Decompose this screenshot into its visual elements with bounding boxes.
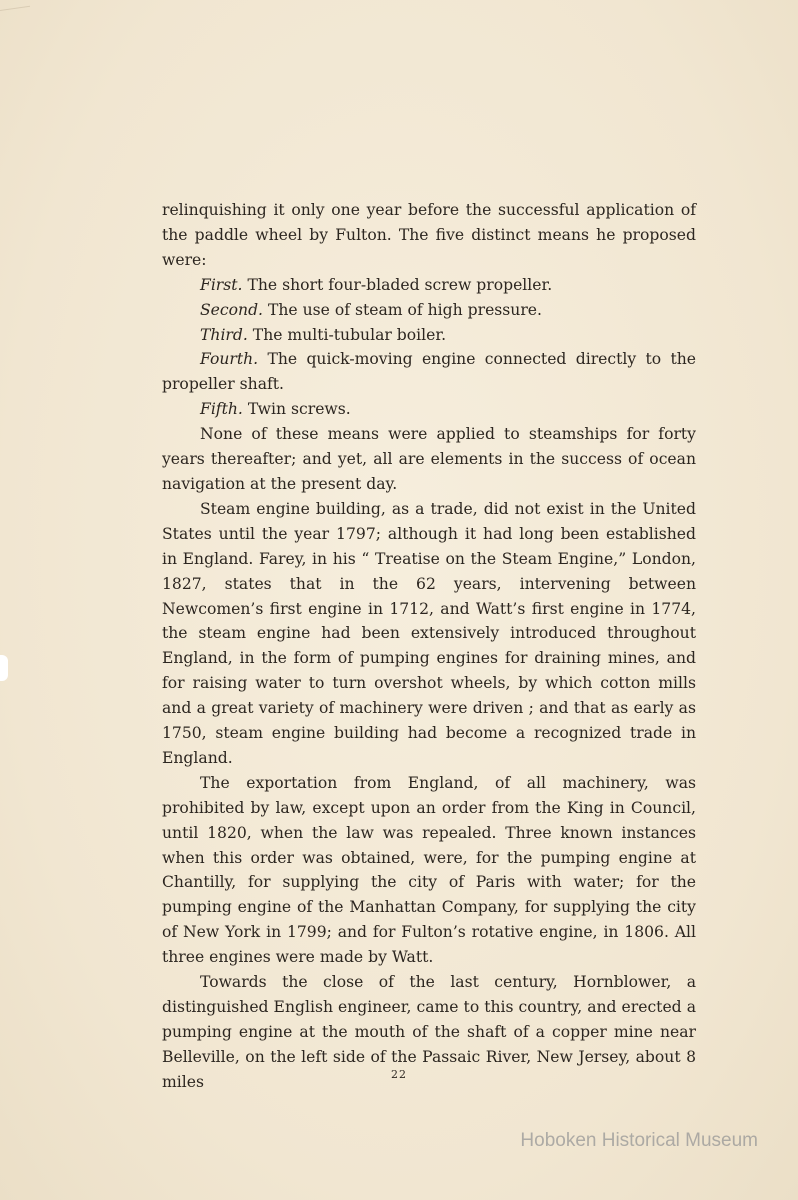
paragraph-text: The quick-moving engine connected directly to the propeller shaft. <box>162 350 696 394</box>
paragraph-none-applied <box>162 422 696 497</box>
paragraph-fifth-means <box>162 397 696 422</box>
list-label: Third. <box>200 325 248 344</box>
paragraph-text: relinquishing it only one year before the successful application of the paddle wheel by Fulton. The five distinct means he proposed were: <box>162 201 696 269</box>
paragraph-text: The short four-bladed screw propeller. <box>247 275 553 294</box>
paragraph-text: The use of steam of high pressure. <box>267 300 542 319</box>
museum-watermark: Hoboken Historical Museum <box>520 1130 758 1151</box>
body-text <box>162 198 696 1095</box>
paragraph-intro <box>162 198 696 273</box>
paragraph-text: Twin screws. <box>247 400 351 419</box>
page-number: 22 <box>391 1068 407 1081</box>
page-edge-notch <box>0 655 8 681</box>
paragraph-text: Towards the close of the last century, Hornblower, a distinguished English engineer, came to this country, and erected a pumping engine at the mouth of the shaft of a copper mine near Belleville, on the left side of the Passaic River, New Jersey, about 8 miles <box>162 973 696 1091</box>
list-label: Second. <box>200 300 264 319</box>
paragraph-second-means <box>162 298 696 323</box>
paragraph-third-means <box>162 323 696 348</box>
paragraph-text: The multi-tubular boiler. <box>252 325 447 344</box>
paragraph-first-means <box>162 273 696 298</box>
paragraph-steam-engine-building <box>162 497 696 771</box>
paragraph-text: Steam engine building, as a trade, did not exist in the United States until the year 1797; although it had long been established in England. Farey, in his “ Treatise on the Steam Engine,” London, 1827, states that in the 62 years, intervening between Newcomen’s first engine in 1712, and Watt’s first engine in 1774, the steam engine had been extensively introduced throughout England, in the form of pumping engines for draining mines, and for raising water to turn overshot wheels, by which cotton mills and a great variety of machinery were driven ; and that as early as 1750, steam engine building had become a recognized trade in England. <box>162 499 696 767</box>
paragraph-fourth-means <box>162 347 696 397</box>
page-corner-mark <box>0 0 30 11</box>
paragraph-exportation <box>162 771 696 970</box>
paragraph-text: The exportation from England, of all machinery, was prohibited by law, except upon an order from the King in Council, until 1820, when the law was repealed. Three known instances when this order was obtained, were, for the pumping engine at Chantilly, for supplying the city of Paris with water; for the pumping engine of the Manhattan Company, for supplying the city of New York in 1799; and for Fulton’s rotative engine, in 1806. All three engines were made by Watt. <box>162 773 696 967</box>
paragraph-text: None of these means were applied to steamships for forty years thereafter; and yet, all are elements in the success of ocean navigation at the present day. <box>162 425 696 493</box>
list-label: Fifth. <box>200 400 243 419</box>
list-label: First. <box>200 275 243 294</box>
list-label: Fourth. <box>200 350 259 369</box>
